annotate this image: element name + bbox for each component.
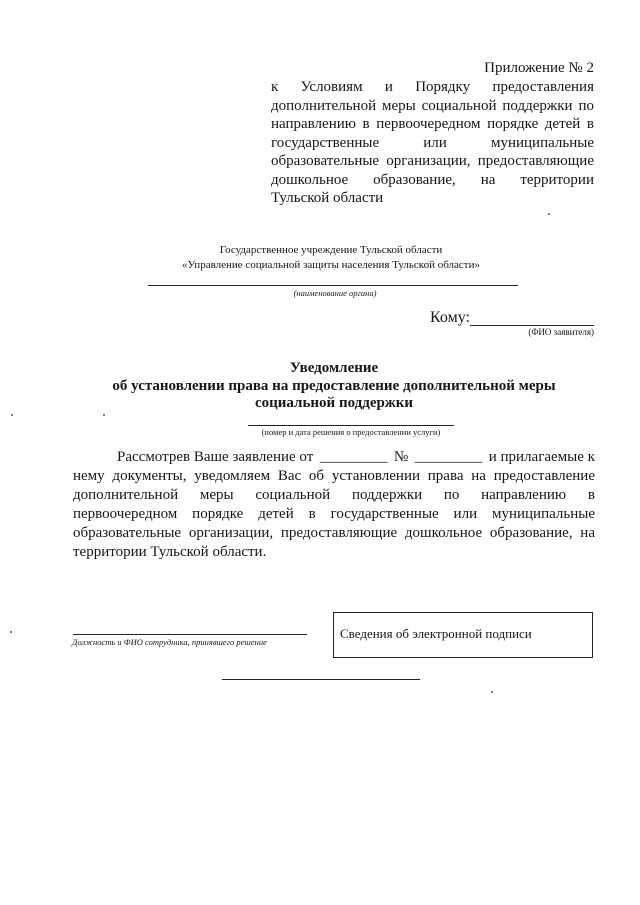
- organization-line-1: Государственное учреждение Тульской области: [219, 244, 443, 256]
- notice-title-line-3: социальной поддержки: [254, 395, 413, 411]
- recipient-caption: (ФИО заявителя): [528, 327, 594, 337]
- body-line-3: [73, 486, 595, 505]
- scan-speck: [491, 691, 493, 693]
- word: дополнительной: [73, 487, 179, 503]
- body-line-2: нему документы, уведомляем Вас об установлении права на предоставление: [73, 468, 595, 484]
- position-caption: Должность и ФИО сотрудника, принявшего решение: [72, 637, 267, 647]
- word: на: [480, 171, 496, 188]
- scan-speck: [103, 414, 105, 416]
- organization-name: [140, 243, 522, 273]
- word: в: [587, 487, 595, 503]
- word: меры: [199, 487, 234, 503]
- body-line-5: образовательные организации, предоставляющие дошкольное образование, на: [73, 525, 595, 541]
- body-line-6: территории Тульской области.: [73, 544, 267, 560]
- bottom-field-line: [222, 679, 420, 680]
- word: или: [423, 134, 447, 151]
- organization-underline: [148, 285, 518, 286]
- body-line-1: [73, 448, 595, 467]
- recipient-label: Кому:: [430, 309, 470, 326]
- position-field-line: [73, 634, 307, 635]
- body-text: и прилагаемые к: [488, 449, 595, 465]
- scan-speck: [10, 631, 12, 633]
- word: территории: [520, 171, 594, 188]
- notice-title-line-1: Уведомление: [289, 360, 379, 376]
- appendix-line-6: [271, 171, 594, 190]
- appendix-line-5: образовательные организации, предоставляющие: [271, 153, 594, 169]
- word: Условиям: [300, 79, 363, 95]
- recipient-field-line: [470, 325, 594, 326]
- appendix-line-1: [271, 78, 594, 97]
- decision-field-line: [248, 425, 454, 426]
- application-number-field: _________: [414, 449, 483, 465]
- word: государственные: [271, 134, 380, 151]
- organization-line-2: «Управление социальной защиты населения Тульской области»: [181, 259, 480, 271]
- decision-caption: (номер и дата решения о предоставлении услуги): [261, 427, 441, 437]
- body-text: Рассмотрев Ваше заявление от: [117, 449, 314, 465]
- word: к: [271, 79, 279, 95]
- e-signature-box: [333, 612, 593, 658]
- appendix-reference: [271, 78, 594, 208]
- notice-body: [73, 448, 595, 562]
- word: предоставления: [492, 79, 594, 95]
- appendix-number: Приложение № 2: [484, 60, 594, 76]
- word: поддержки: [351, 487, 423, 503]
- notice-title-line-2: об установлении права на предоставление дополнительной меры: [112, 377, 556, 394]
- e-signature-label: Сведения об электронной подписи: [340, 626, 532, 641]
- appendix-line-4: [271, 134, 594, 153]
- word: дошкольное: [271, 171, 349, 188]
- scan-speck: [548, 213, 550, 215]
- appendix-line-2: дополнительной меры социальной поддержки по: [271, 97, 594, 114]
- word: по: [443, 487, 460, 503]
- appendix-line-3: направлению в первоочередном порядке детей в: [271, 116, 594, 132]
- application-date-field: _________: [319, 449, 388, 465]
- scan-speck: [11, 414, 13, 416]
- word: социальной: [255, 487, 331, 503]
- word: образование,: [373, 171, 456, 188]
- organization-caption: (наименование органа): [293, 288, 377, 298]
- appendix-line-7: Тульской области: [271, 190, 384, 206]
- word: муниципальные: [490, 134, 594, 151]
- body-line-4: первоочередном порядке детей в государственные или муниципальные: [73, 506, 595, 522]
- word: направлению: [481, 487, 567, 503]
- number-sign: №: [393, 449, 409, 465]
- word: и: [384, 79, 393, 95]
- notice-title: [60, 360, 608, 413]
- word: Порядку: [415, 79, 471, 95]
